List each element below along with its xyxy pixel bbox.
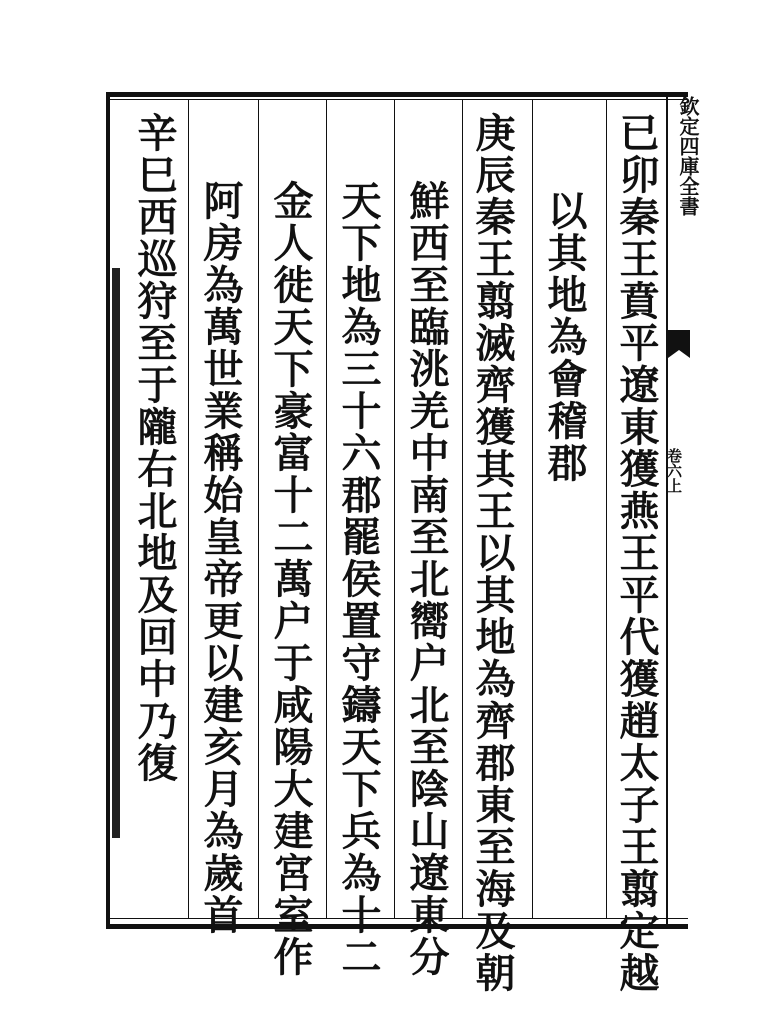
book-title: 欽定四庫全書 <box>676 96 700 216</box>
text-column-1: 已卯秦王賁平遼東獲燕王平代獲趙太子王翦定越 <box>613 112 660 994</box>
column-divider <box>258 100 259 918</box>
center-fold-line <box>666 92 668 929</box>
left-border <box>106 92 110 929</box>
left-binding-shadow <box>112 268 120 838</box>
text-column-7: 阿房為萬世業稱始皇帝更以建亥月為歲首 <box>197 180 244 936</box>
column-divider <box>532 100 533 918</box>
volume-label: 卷六上 <box>665 448 683 493</box>
text-column-6: 金人徙天下豪富十二萬户于咸陽大建宮室作 <box>267 180 314 978</box>
text-column-4: 鮮西至臨洮羌中南至北嚮户北至陰山遼東分 <box>403 180 450 978</box>
text-column-5: 天下地為三十六郡罷侯置守鑄天下兵為十二 <box>335 180 382 978</box>
column-divider <box>462 100 463 918</box>
column-divider <box>326 100 327 918</box>
text-column-2: 以其地為會稽郡 <box>541 190 588 484</box>
column-divider <box>394 100 395 918</box>
top-border <box>108 92 688 97</box>
fishtail-mark-icon <box>668 330 690 366</box>
text-column-3: 庚辰秦王翦滅齊獲其王以其地為齊郡東至海及朝 <box>469 112 516 994</box>
column-divider <box>606 100 607 918</box>
top-inner-border <box>108 99 688 100</box>
column-divider <box>188 100 189 918</box>
text-column-8: 辛巳西巡狩至于隴右北地及回中乃復 <box>131 112 178 784</box>
bottom-border <box>108 924 688 929</box>
bottom-inner-border <box>108 918 688 919</box>
